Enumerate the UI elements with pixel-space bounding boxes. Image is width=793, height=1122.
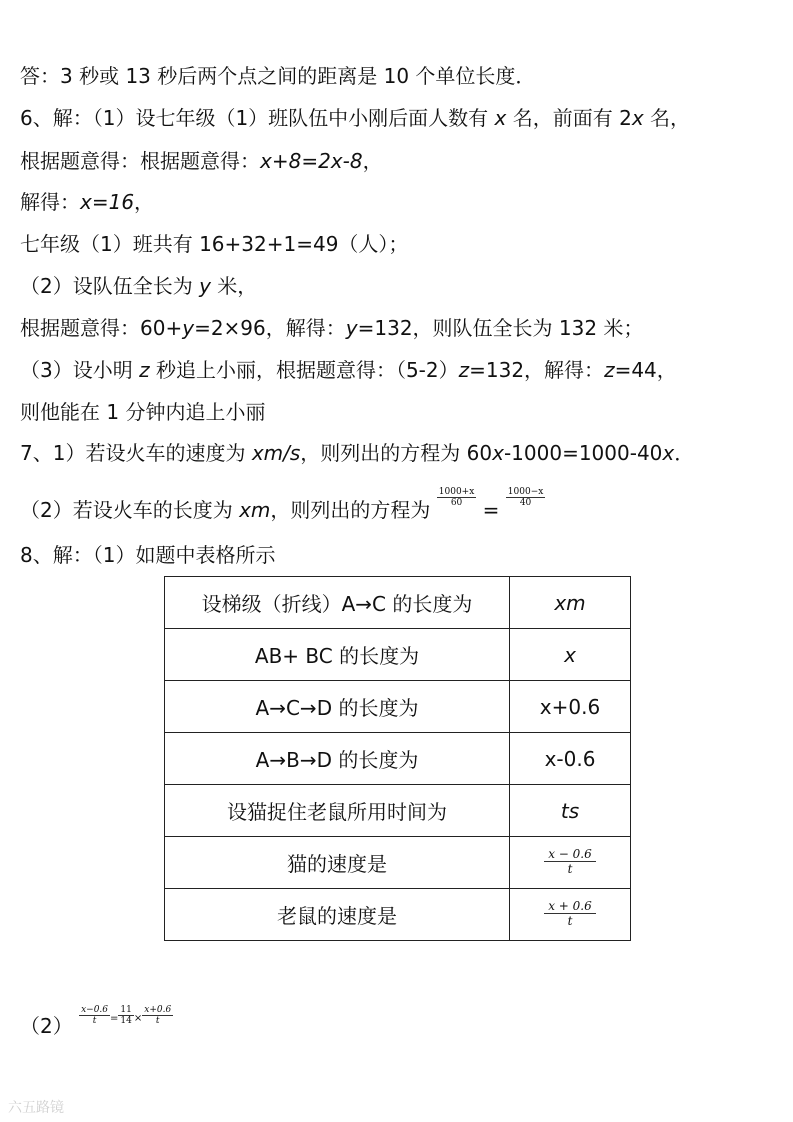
table-row <box>165 785 631 837</box>
table-cell-label: AB+ BC 的长度为 <box>165 629 510 681</box>
q6-part3-line <box>20 358 677 382</box>
fraction <box>118 1005 133 1026</box>
fraction-denominator: t <box>567 914 573 928</box>
equals-sign: = <box>110 1013 119 1024</box>
table-cell-value: x <box>510 629 631 681</box>
table-cell-label: A→C→D 的长度为 <box>165 681 510 733</box>
text-segment: 6、解：（1）设七年级（1）班队伍中小刚后面人数有 <box>20 106 495 130</box>
fraction-numerator: x−0.6 <box>81 1005 109 1015</box>
q6-conclusion-line: 则他能在 1 分钟内追上小丽 <box>20 400 266 424</box>
fraction-denominator: 40 <box>519 498 532 508</box>
table-cell-value: x-0.6 <box>510 733 631 785</box>
times-sign: × <box>133 1013 143 1024</box>
text-segment: ， <box>134 190 155 214</box>
text-segment: （2）设队伍全长为 <box>20 274 200 298</box>
answer-line-q5: 答：3 秒或 13 秒后两个点之间的距离是 10 个单位长度． <box>20 64 536 88</box>
table-row <box>165 629 631 681</box>
variable-y: y <box>345 316 358 340</box>
fraction <box>437 487 477 508</box>
variable-y: y <box>199 274 211 298</box>
table-cell-value: x+0.6 <box>510 681 631 733</box>
equation: x=16 <box>80 190 135 214</box>
text-segment: 名， <box>643 106 691 130</box>
text-segment: ，则列出的方程为 <box>270 498 431 522</box>
fraction-numerator: x + 0.6 <box>544 899 596 914</box>
table-cell-label: A→B→D 的长度为 <box>165 733 510 785</box>
fraction-denominator: 60 <box>450 498 463 508</box>
q6-equation-line <box>20 149 383 173</box>
fraction-denominator: t <box>92 1016 97 1026</box>
watermark: 六五路镜 <box>8 1100 64 1116</box>
fraction-numerator: 1000+x <box>438 487 475 497</box>
text-segment: 根据题意得：根据题意得： <box>20 149 260 173</box>
fraction-numerator: x − 0.6 <box>544 847 596 862</box>
text-segment: =2×96，解得： <box>194 316 346 340</box>
answer-table <box>164 576 631 941</box>
fraction-denominator: t <box>155 1016 160 1026</box>
q7-part1-line <box>20 441 694 465</box>
text-segment: 根据题意得：60+ <box>20 316 183 340</box>
variable-x: x <box>492 441 504 465</box>
fraction <box>506 487 546 508</box>
table-cell-value <box>510 889 631 941</box>
fraction-numerator: x+0.6 <box>144 1005 172 1015</box>
fraction <box>79 1005 110 1026</box>
variable-x: x <box>494 106 507 130</box>
fraction-numerator: 11 <box>120 1005 132 1015</box>
text-segment: 解得： <box>20 190 80 214</box>
text-segment: 米， <box>210 274 258 298</box>
table-row <box>165 733 631 785</box>
text-segment: （2）若设火车的长度为 <box>20 498 240 522</box>
fraction-denominator: t <box>567 862 573 876</box>
q6-part2-solution-line <box>20 316 643 340</box>
table-cell-label: 设梯级（折线）A→C 的长度为 <box>165 577 510 629</box>
text-segment: 7、1）若设火车的速度为 <box>20 441 252 465</box>
text-segment: （2） <box>20 1014 73 1038</box>
text-segment: ， <box>362 149 383 173</box>
text-segment: ． <box>674 441 695 465</box>
text-segment: （3）设小明 <box>20 358 140 382</box>
text-segment: =44， <box>614 358 677 382</box>
variable-speed: xm/s <box>251 441 301 465</box>
fraction <box>544 847 596 876</box>
q7-part2-line <box>20 487 545 522</box>
table-cell-value: ts <box>510 785 631 837</box>
table-row <box>165 837 631 889</box>
text-segment: 名，前面有 2 <box>506 106 632 130</box>
fraction <box>544 899 596 928</box>
variable-z: z <box>458 358 470 382</box>
variable-x: x <box>631 106 644 130</box>
table-row <box>165 681 631 733</box>
variable-length: xm <box>239 498 271 522</box>
fraction <box>142 1005 173 1026</box>
equation: x+8=2x-8 <box>260 149 363 173</box>
text-segment: ，则列出的方程为 60 <box>300 441 493 465</box>
text-segment: -1000=1000-40 <box>503 441 663 465</box>
variable-y: y <box>182 316 195 340</box>
variable-z: z <box>139 358 150 382</box>
fraction-denominator: 14 <box>120 1016 132 1026</box>
table-cell-value: xm <box>510 577 631 629</box>
table-cell-label: 老鼠的速度是 <box>165 889 510 941</box>
fraction-numerator: 1000−x <box>507 487 544 497</box>
table-row <box>165 889 631 941</box>
text-segment: 秒追上小丽，根据题意得：（5-2） <box>149 358 459 382</box>
text-segment: =132，解得： <box>469 358 605 382</box>
variable-x: x <box>662 441 675 465</box>
q6-total-line: 七年级（1）班共有 16+32+1=49（人）； <box>20 232 409 256</box>
text-segment: =132，则队伍全长为 132 米； <box>357 316 644 340</box>
variable-z: z <box>604 358 615 382</box>
table-row <box>165 577 631 629</box>
equals-sign: = <box>482 498 500 522</box>
table-cell-label: 设猫捉住老鼠所用时间为 <box>165 785 510 837</box>
q6-part2-line <box>20 274 257 298</box>
table-cell-label: 猫的速度是 <box>165 837 510 889</box>
q8-part2-line <box>20 1005 173 1043</box>
q8-intro-line: 8、解：（1）如题中表格所示 <box>20 543 276 567</box>
table-cell-value <box>510 837 631 889</box>
q6-intro-line <box>20 106 690 130</box>
q6-solution-line <box>20 190 154 214</box>
